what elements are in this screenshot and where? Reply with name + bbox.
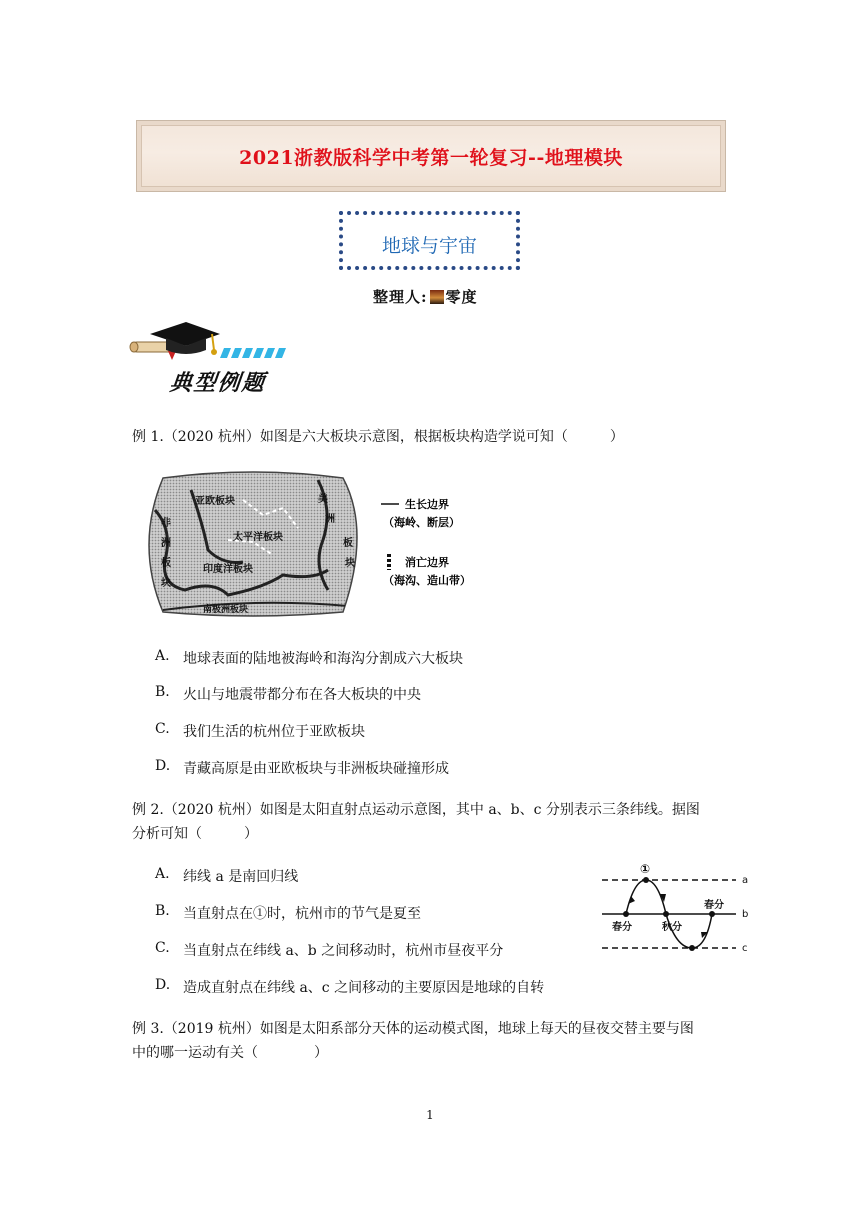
option-text: 火山与地震带都分布在各大板块的中央	[183, 687, 421, 703]
compiler-label: 整理人:	[373, 288, 428, 306]
option-key: C.	[155, 940, 170, 956]
question-2-stem-line1: 例 2.（2020 杭州）如图是太阳直射点运动示意图，其中 a、b、c 分别表示三条纬线。据图	[132, 802, 700, 818]
plate-label-america-2: 洲	[325, 514, 335, 525]
compiler-line	[373, 286, 478, 307]
option-text: 当直射点在纬线 a、b 之间移动时，杭州市昼夜平分	[183, 943, 504, 959]
option-key: A.	[155, 648, 170, 664]
label-autumn: 秋分	[662, 922, 682, 933]
q2-option-b	[155, 903, 421, 922]
q2-option-c	[155, 940, 504, 959]
plate-label-pacific: 太平洋板块	[233, 532, 283, 543]
label-spring-1: 春分	[612, 922, 632, 933]
option-text: 纬线 a 是南回归线	[183, 869, 299, 885]
page-number: 1	[426, 1108, 434, 1122]
question-3-stem-line1: 例 3.（2019 杭州）如图是太阳系部分天体的运动模式图，地球上每天的昼夜交替主要与图	[132, 1021, 694, 1037]
option-text: 青藏高原是由亚欧板块与非洲板块碰撞形成	[183, 761, 449, 777]
question-2-stem-line2: 分析可知（ ）	[132, 826, 258, 842]
document-title: 2021浙教版科学中考第一轮复习--地理模块	[239, 147, 623, 169]
marker-label: ①	[640, 862, 651, 876]
topic-box	[339, 211, 520, 270]
option-key: B.	[155, 903, 170, 919]
legend-growth: 生长边界	[405, 498, 449, 511]
plate-label-africa-2: 洲	[161, 538, 171, 549]
option-text: 造成直射点在纬线 a、c 之间移动的主要原因是地球的自转	[183, 980, 545, 996]
option-key: D.	[155, 758, 171, 774]
q1-option-b	[155, 684, 421, 703]
plate-label-africa-3: 板	[161, 558, 171, 569]
plate-label-america-4: 块	[345, 558, 355, 569]
label-a: a	[742, 875, 749, 886]
option-text: 我们生活的杭州位于亚欧板块	[183, 724, 365, 740]
sunset-icon	[430, 290, 444, 304]
question-1-stem: 例 1.（2020 杭州）如图是六大板块示意图，根据板块构造学说可知（ ）	[132, 429, 624, 445]
q2-option-d	[155, 977, 545, 996]
sun-direct-point-figure	[598, 862, 758, 960]
label-c: c	[742, 943, 748, 954]
question-3-stem-line2: 中的哪一运动有关（ ）	[132, 1045, 328, 1061]
plate-label-america-3: 板	[343, 538, 353, 549]
plate-label-america-1: 美	[318, 494, 328, 505]
legend-subduction: 消亡边界	[405, 556, 449, 569]
plate-label-africa-4: 块	[161, 578, 171, 589]
topic-title: 地球与宇宙	[381, 235, 477, 257]
legend-growth-sub: （海岭、断层）	[383, 516, 460, 529]
label-spring-2: 春分	[704, 900, 724, 911]
plates-map-figure	[133, 470, 493, 620]
plate-label-antarctic: 南极洲板块	[203, 605, 249, 615]
option-key: C.	[155, 721, 170, 737]
q1-option-a	[155, 648, 463, 667]
option-text: 地球表面的陆地被海岭和海沟分割成六大板块	[183, 651, 463, 667]
section-label: 典型例题	[168, 370, 268, 396]
plate-label-africa-1: 非	[161, 518, 171, 529]
option-key: D.	[155, 977, 171, 993]
section-logo	[128, 320, 298, 395]
q1-option-d	[155, 758, 449, 777]
plate-label-indian: 印度洋板块	[203, 564, 253, 575]
legend-subduction-sub: （海沟、造山带）	[383, 574, 471, 587]
option-key: A.	[155, 866, 170, 882]
option-text: 当直射点在①时，杭州市的节气是夏至	[183, 906, 421, 922]
q2-option-a	[155, 866, 299, 885]
title-banner	[136, 120, 726, 192]
plate-label-eurasia: 亚欧板块	[195, 496, 235, 507]
option-key: B.	[155, 684, 170, 700]
compiler-name: 零度	[445, 288, 478, 306]
label-b: b	[742, 909, 749, 920]
q1-option-c	[155, 721, 365, 740]
